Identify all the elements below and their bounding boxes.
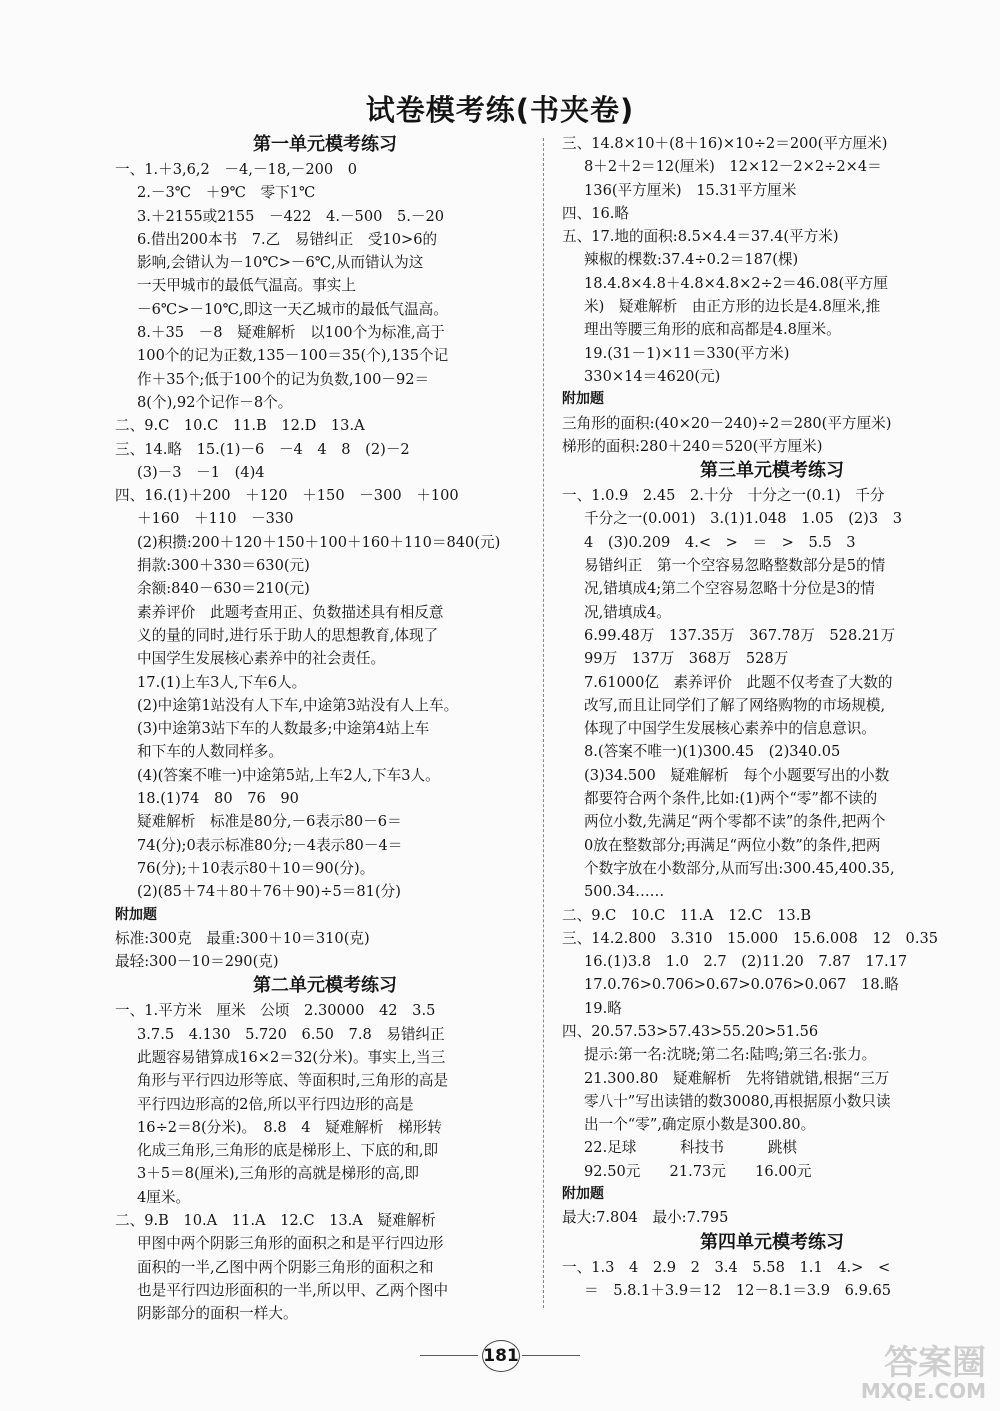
right-answer-line: 两位小数,先满足“两个零都不读”的条件,把两个 [584, 813, 886, 831]
watermark-site: MXQE.COM [860, 1379, 986, 1403]
right-answer-line: 五、17.地的面积:8.5×4.4＝37.4(平方米) [562, 228, 839, 246]
left-answer-line: 阴影部分的面积一样大。 [137, 1305, 298, 1323]
watermark-brand: 答案圈 [884, 1343, 986, 1383]
watermark-logo [836, 1335, 986, 1405]
page-number-rule-left [420, 1355, 478, 1356]
right-answer-line: 4 (3)0.209 4.< > ＝ > 5.5 3 [584, 533, 856, 551]
right-answer-line: 6.99.48万 137.35万 367.78万 528.21万 [584, 626, 896, 644]
left-answer-line: 二、9.B 10.A 11.A 12.C 13.A 疑难解析 [115, 1212, 436, 1230]
left-answer-line: 疑难解析 标准是80分,－6表示80－6＝ [137, 813, 402, 831]
left-answer-line: 四、16.(1)＋200 ＋120 ＋150 －300 ＋100 [115, 487, 459, 505]
left-answer-line: －6℃>－10℃,即这一天乙城市的最低气温高。 [137, 300, 448, 318]
left-answer-line: 18.(1)74 80 76 90 [137, 790, 299, 808]
right-answer-line: (3)34.500 疑难解析 每个小题要写出的小数 [584, 766, 890, 784]
left-answer-line: 面积的一半,乙图中两个阴影三角形的面积之和 [137, 1258, 434, 1276]
right-answer-line: 330×14＝4620(元) [584, 367, 721, 385]
right-answer-line: 四、20.57.53>57.43>55.20>51.56 [562, 1022, 819, 1040]
right-answer-line: 三、14.2.800 3.310 15.000 15.6.008 12 0.35 [562, 929, 939, 947]
right-answer-line: 个数字放在小数部分,从而写出:300.45,400.35, [584, 859, 895, 877]
left-answer-line: (4)(答案不唯一)中途第5站,上车2人,下车3人。 [137, 766, 440, 784]
left-answer-line: (2)积攒:200＋120＋150＋100＋160＋110＝840(元) [137, 533, 501, 551]
right-answer-line: 21.300.80 疑难解析 先将错就错,根据“三万 [584, 1069, 890, 1087]
right-answer-line: 辣椒的棵数:37.4÷0.2＝187(棵) [584, 251, 799, 269]
right-answer-line: 理出等腰三角形的底和高都是4.8厘米。 [584, 321, 841, 339]
answer-column-left [115, 132, 535, 1326]
left-answer-line: 6.借出200本书 7.乙 易错纠正 受10>6的 [137, 230, 438, 248]
right-answer-line: 500.34…… [584, 883, 665, 901]
left-answer-line: 最轻:300－10＝290(克) [115, 953, 279, 971]
right-answer-line: 四、16.略 [562, 204, 629, 222]
right-answer-line: 米) 疑难解析 由正方形的边长是4.8厘米,推 [584, 298, 881, 316]
column-divider [543, 138, 544, 1308]
left-answer-line: 此题容易错算成16×2＝32(分米)。事实上,当三 [137, 1048, 446, 1066]
right-answer-line: 改写,而且让同学们了解了网络购物的市场规模, [584, 696, 886, 714]
left-answer-line: 3.＋2155或2155 －422 4.－500 5.－20 [137, 207, 445, 225]
left-answer-line: 17.(1)上车3人,下车6人。 [137, 673, 307, 691]
left-answer-line: 素养评价 此题考查用正、负数描述具有相反意 [137, 603, 444, 621]
left-answer-line: 作＋35个;低于100个的记为负数,100－92＝ [137, 370, 430, 388]
left-answer-line: ＋160 ＋110 －330 [137, 510, 294, 528]
page-number-ornament [420, 1340, 580, 1370]
bonus-heading: 附加题 [115, 906, 157, 923]
left-answer-line: 中国学生发展核心素养中的社会责任。 [137, 650, 386, 668]
right-answer-line: 梯形的面积:280＋240＝520(平方厘米) [562, 437, 823, 455]
right-answer-line: 最大:7.804 最小:7.795 [562, 1209, 729, 1227]
left-answer-line: 三、14.略 15.(1)－6 －4 4 8 (2)－2 [115, 440, 410, 458]
right-answer-line: 16.(1)3.8 1.0 2.7 (2)11.20 7.87 17.17 [584, 953, 908, 971]
right-answer-line: 况,错填成4;第二个空容易忽略十分位是3的情 [584, 580, 875, 598]
section-heading: 第三单元模考练习 [700, 460, 844, 482]
left-answer-line: 化成三角形,三角形的底是梯形上、下底的和,即 [137, 1142, 439, 1160]
right-answer-line: 0放在整数部分;再满足“两位小数”的条件,把两 [584, 836, 881, 854]
left-answer-line: 一、1.平方米 厘米 公顷 2.30000 42 3.5 [115, 1002, 436, 1020]
left-answer-line: 2.－3℃ ＋9℃ 零下1℃ [137, 184, 316, 202]
left-answer-line: 甲图中两个阴影三角形的面积之和是平行四边形 [137, 1235, 444, 1253]
left-answer-line: 76(分);＋10表示80＋10＝90(分)。 [137, 859, 375, 877]
right-answer-line: 提示:第一名:沈晓;第二名:陆鸣;第三名:张力。 [584, 1046, 877, 1064]
right-answer-line: 136(平方厘米) 15.31平方厘米 [584, 181, 797, 199]
left-answer-line: 16÷2＝8(分米)。 8.8 4 疑难解析 梯形转 [137, 1118, 442, 1136]
right-answer-line: 19.略 [584, 999, 622, 1017]
left-answer-line: 3＋5＝8(厘米),三角形的高就是梯形的高,即 [137, 1165, 420, 1183]
left-answer-line: 一天甲城市的最低气温高。事实上 [137, 277, 356, 295]
left-answer-line: 二、9.C 10.C 11.B 12.D 13.A [115, 417, 365, 435]
left-answer-line: 平行四边形高的2倍,所以平行四边形的高是 [137, 1095, 414, 1113]
bonus-heading: 附加题 [562, 1186, 604, 1203]
right-answer-line: 22.足球 科技书 跳棋 [584, 1139, 797, 1157]
page-number-rule-right [522, 1355, 580, 1356]
left-answer-line: 也是平行四边形面积的一半,所以甲、乙两个图中 [137, 1281, 449, 1299]
answer-column-right [562, 132, 982, 1302]
left-answer-line: 4厘米。 [137, 1188, 191, 1206]
left-answer-line: 标准:300克 最重:300＋10＝310(克) [115, 929, 370, 947]
right-answer-line: 出一个“零”,确定原小数是300.80。 [584, 1116, 816, 1134]
right-answer-line: 况,错填成4。 [584, 603, 671, 621]
right-answer-line: ＝ 5.8.1＋3.9＝12 12－8.1＝3.9 6.9.65 [584, 1281, 892, 1299]
page-number: 181 [482, 1340, 520, 1372]
left-answer-line: (3)中途第3站下车的人数最多;中途第4站上车 [137, 720, 430, 738]
right-answer-line: 三角形的面积:(40×20－240)÷2＝280(平方厘米) [562, 414, 892, 432]
left-answer-line: (3)－3 －1 (4)4 [137, 463, 265, 481]
right-answer-line: 17.0.76>0.706>0.67>0.076>0.067 18.略 [584, 976, 899, 994]
right-answer-line: 二、9.C 10.C 11.A 12.C 13.B [562, 906, 812, 924]
left-answer-line: 义的量的同时,进行乐于助人的思想教育,体现了 [137, 626, 439, 644]
left-answer-line: 100个的记为正数,135－100＝35(个),135个记 [137, 347, 449, 365]
left-answer-line: 和下车的人数同样多。 [137, 743, 283, 761]
left-answer-line: 影响,会错认为－10℃>－6℃,从而错认为这 [137, 254, 424, 272]
right-answer-line: 8.(答案不唯一)(1)300.45 (2)340.05 [584, 743, 841, 761]
right-answer-line: 一、1.3 4 2.9 2 3.4 5.58 1.1 4.> < [562, 1258, 891, 1276]
section-heading: 第二单元模考练习 [253, 975, 397, 997]
left-answer-line: 3.7.5 4.130 5.720 6.50 7.8 易错纠正 [137, 1025, 445, 1043]
right-answer-line: 18.4.8×4.8＋4.8×4.8×2÷2＝46.08(平方厘 [584, 274, 888, 292]
left-answer-line: 捐款:300＋330＝630(元) [137, 557, 310, 575]
right-answer-line: 7.61000亿 素养评价 此题不仅考查了大数的 [584, 673, 893, 691]
right-answer-line: 19.(31－1)×11＝330(平方米) [584, 344, 790, 362]
right-answer-line: 都要符合两个条件,比如:(1)两个“零”都不读的 [584, 790, 878, 808]
right-answer-line: 一、1.0.9 2.45 2.十分 十分之一(0.1) 千分 [562, 487, 885, 505]
left-answer-line: 8(个),92个记作－8个。 [137, 393, 293, 411]
bonus-heading: 附加题 [562, 391, 604, 408]
left-answer-line: (2)(85＋74＋80＋76＋90)÷5＝81(分) [137, 883, 401, 901]
right-answer-line: 三、14.8×10＋(8＋16)×10÷2＝200(平方厘米) [562, 135, 888, 152]
section-heading: 第四单元模考练习 [700, 1231, 844, 1253]
right-answer-line: 千分之一(0.001) 3.(1)1.048 1.05 (2)3 3 [584, 510, 903, 528]
right-answer-line: 92.50元 21.73元 16.00元 [584, 1162, 812, 1180]
page-title: 试卷模考练(书夹卷) [365, 93, 635, 127]
right-answer-line: 8＋2＋2＝12(厘米) 12×12－2×2÷2×4＝ [584, 158, 882, 176]
right-answer-line: 易错纠正 第一个空容易忽略整数部分是5的情 [584, 557, 886, 575]
left-answer-line: 8.＋35 －8 疑难解析 以100个为标准,高于 [137, 324, 445, 342]
left-answer-line: 一、1.＋3,6,2 －4,－18,－200 0 [115, 161, 358, 178]
left-answer-line: 角形与平行四边形等底、等面积时,三角形的高是 [137, 1072, 449, 1090]
right-answer-line: 体现了中国学生发展核心素养中的信息意识。 [584, 720, 876, 738]
left-answer-line: (2)中途第1站没有人下车,中途第3站没有人上车。 [137, 696, 459, 714]
right-answer-line: 99万 137万 368万 528万 [584, 650, 789, 668]
left-answer-line: 74(分);0表示标准80分;－4表示80－4＝ [137, 836, 403, 854]
left-answer-line: 余额:840－630＝210(元) [137, 580, 310, 598]
right-answer-line: 零八十”写出读错的数30080,再根据原小数只读 [584, 1092, 891, 1110]
section-heading: 第一单元模考练习 [253, 134, 397, 155]
